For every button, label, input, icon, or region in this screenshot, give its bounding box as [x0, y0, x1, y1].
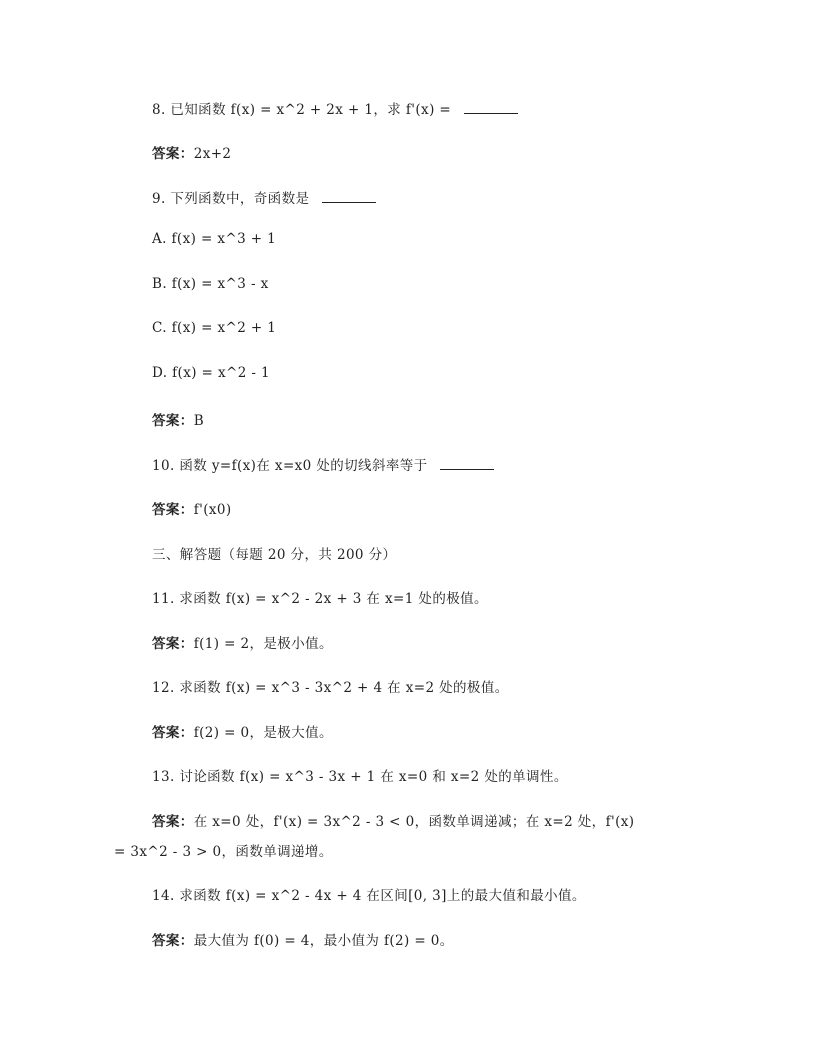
option-b: B. f(x) = x^3 - x — [152, 276, 269, 292]
answer-blank — [322, 201, 376, 203]
question-8-text: 8. 已知函数 f(x) = x^2 + 2x + 1，求 f'(x) = — [152, 102, 456, 118]
answer-14-text: 最大值为 f(0) = 4，最小值为 f(2) = 0。 — [193, 933, 454, 949]
answer-9-text: B — [193, 413, 205, 429]
answer-blank — [464, 112, 518, 114]
answer-10 — [152, 498, 232, 518]
question-11: 11. 求函数 f(x) = x^2 - 2x + 3 在 x=1 处的极值。 — [152, 591, 488, 607]
question-8 — [152, 98, 518, 118]
question-9 — [152, 187, 376, 207]
answer-10-text: f'(x0) — [193, 502, 232, 518]
answer-label: 答案： — [152, 636, 194, 652]
answer-9 — [152, 409, 204, 429]
answer-label: 答案： — [152, 413, 194, 429]
answer-label: 答案： — [152, 146, 194, 162]
answer-8-text: 2x+2 — [193, 146, 232, 162]
answer-label: 答案： — [152, 814, 194, 830]
option-a: A. f(x) = x^3 + 1 — [152, 231, 277, 247]
question-10 — [152, 454, 494, 474]
answer-11-text: f(1) = 2，是极小值。 — [193, 636, 333, 652]
answer-13 — [152, 810, 634, 830]
question-12: 12. 求函数 f(x) = x^3 - 3x^2 + 4 在 x=2 处的极值。 — [152, 680, 509, 696]
question-9-text: 9. 下列函数中，奇函数是 — [152, 191, 315, 207]
answer-12 — [152, 721, 333, 741]
question-14: 14. 求函数 f(x) = x^2 - 4x + 4 在区间[0, 3]上的最大值和最小值。 — [152, 888, 586, 904]
answer-blank — [440, 468, 494, 470]
answer-13-continuation: = 3x^2 - 3 > 0，函数单调递增。 — [114, 844, 333, 860]
question-10-text: 10. 函数 y=f(x)在 x=x0 处的切线斜率等于 — [152, 458, 433, 474]
answer-14 — [152, 929, 454, 949]
section-3-title: 三、解答题（每题 20 分，共 200 分） — [152, 547, 397, 563]
answer-label: 答案： — [152, 502, 194, 518]
answer-13-line-1: 在 x=0 处，f'(x) = 3x^2 - 3 < 0，函数单调递减；在 x=2 处，f'(x) — [193, 814, 635, 830]
answer-label: 答案： — [152, 725, 194, 741]
question-13: 13. 讨论函数 f(x) = x^3 - 3x + 1 在 x=0 和 x=2 处的单调性。 — [152, 769, 568, 785]
option-d: D. f(x) = x^2 - 1 — [152, 365, 271, 381]
option-c: C. f(x) = x^2 + 1 — [152, 320, 277, 336]
answer-8 — [152, 142, 231, 162]
answer-12-text: f(2) = 0，是极大值。 — [193, 725, 333, 741]
answer-label: 答案： — [152, 933, 194, 949]
answer-11 — [152, 632, 333, 652]
